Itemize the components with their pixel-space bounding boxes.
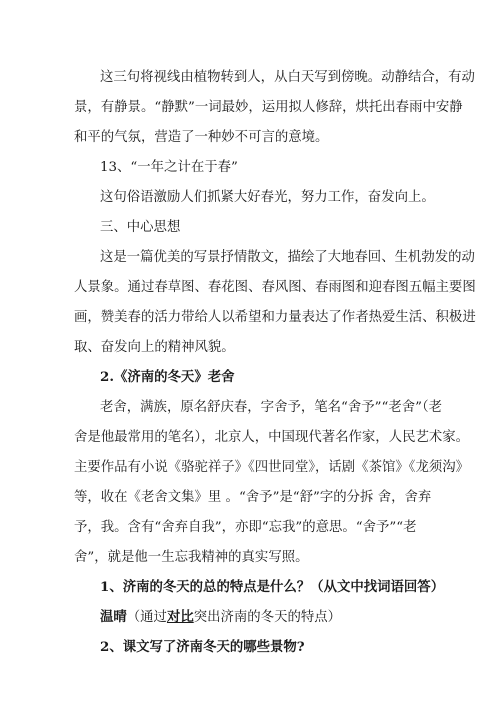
item-13-text: 这句俗语激励人们抓紧大好春光，努力工作，奋发向上。 [100, 190, 435, 205]
lesson-2-line-6: 舍”，就是他一生忘我精神的真实写照。 [74, 550, 309, 565]
question-1-answer [100, 606, 341, 625]
section-3-line-1: 这是一篇优美的写景抒情散文，描绘了大地春回、生机勃发的动 [100, 250, 475, 265]
paragraph-1-line-3: 和平的气氛，营造了一种妙不可言的意境。 [74, 130, 329, 145]
item-13-heading: 13、“一年之计在于春” [100, 160, 238, 175]
lesson-2-heading: 2.《济南的冬天》老舍 [100, 369, 235, 385]
lesson-2-line-2: 舍是他最常用的笔名），北京人，中国现代著名作家，人民艺术家。 [74, 430, 470, 445]
section-3-heading: 三、中心思想 [100, 220, 181, 235]
question-2: 2、课文写了济南冬天的哪些景物? [100, 639, 305, 655]
answer-suffix: 突出济南的冬天的特点） [193, 610, 342, 625]
lesson-2-line-1: 老舍，满族，原名舒庆春，字舍予，笔名“舍予”“老舍”（老 [100, 400, 443, 415]
answer-keyword: 温晴 [100, 609, 127, 625]
paragraph-1-line-2: 景，有静景。“静默”一词最妙，运用拟人修辞，烘托出春雨中安静 [74, 100, 463, 115]
lesson-2-line-4: 等，收在《老舍文集》里 。“舍予”是“舒”字的分拆 舍，舍弃 [74, 490, 432, 505]
answer-prefix: （通过 [126, 610, 167, 625]
section-3-line-2: 人景象。通过春草图、春花图、春风图、春雨图和迎春图五幅主要图 [74, 280, 476, 295]
paragraph-1-line-1: 这三句将视线由植物转到人，从白天写到傍晚。动静结合，有动 [100, 70, 475, 85]
lesson-2-line-3: 主要作品有小说《骆驼祥子》《四世同堂》，话剧《茶馆》《龙须沟》 [74, 460, 470, 475]
answer-underlined: 对比 [166, 609, 194, 625]
section-3-line-3: 画，赞美春的活力带给人以希望和力量表达了作者热爱生活、积极进 [74, 310, 476, 325]
lesson-2-line-5: 予，我。含有“舍弃自我”，亦即“忘我”的意思。“舍予”“老 [74, 520, 417, 535]
question-1: 1、济南的冬天的总的特点是什么？（从文中找词语回答） [100, 579, 445, 595]
section-3-line-4: 取、奋发向上的精神风貌。 [74, 340, 235, 355]
